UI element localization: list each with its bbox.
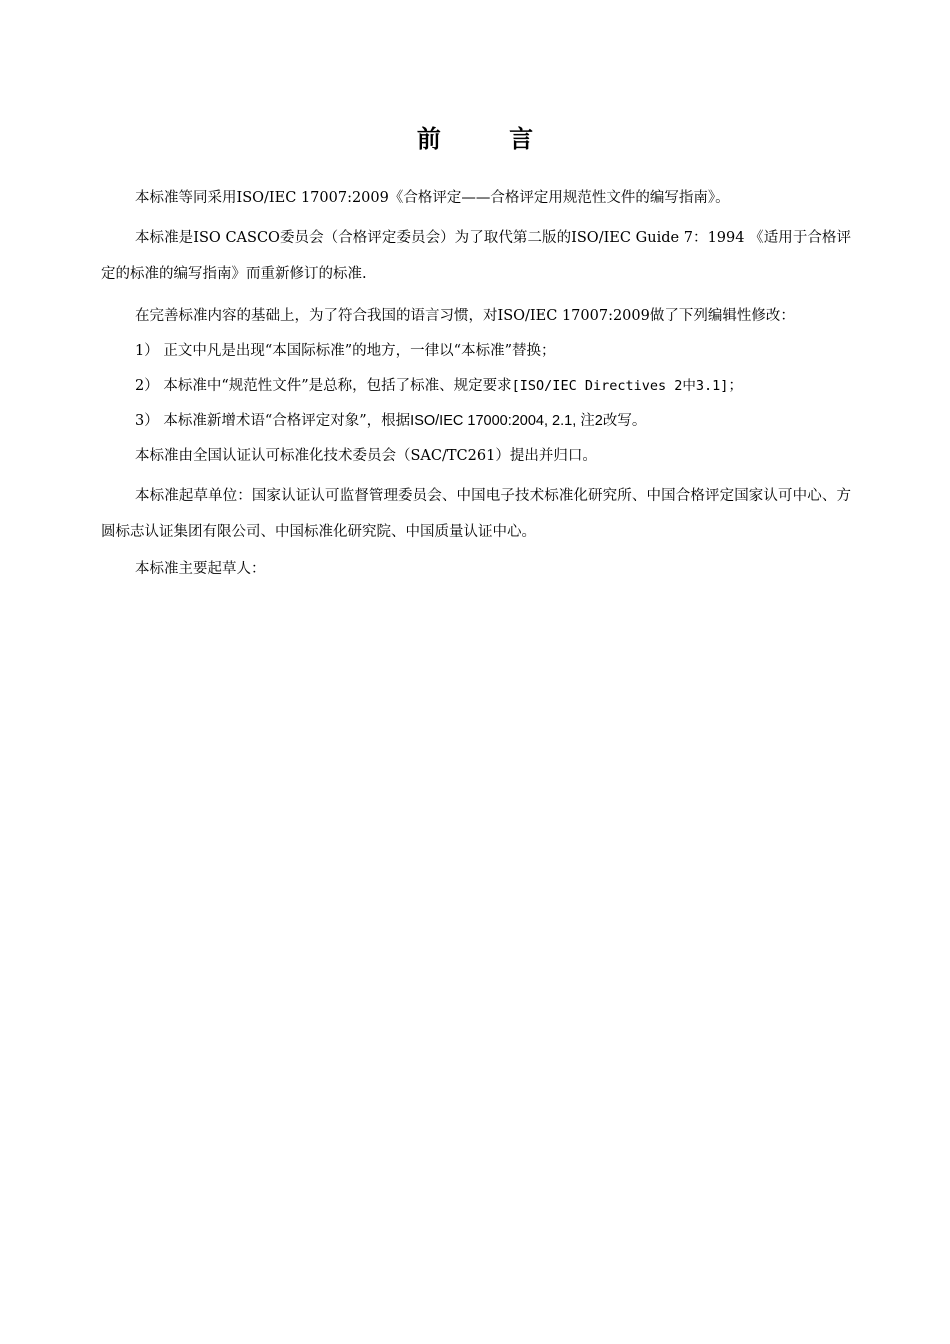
paragraph-drafting-units: 本标准起草单位：国家认证认可监督管理委员会、中国电子技术标准化研究所、中国合格评定国家认可中心、方圆标志认证集团有限公司、中国标准化研究院、中国质量认证中心。 (101, 488, 851, 540)
list-item-2-end: ； (728, 378, 743, 394)
list-item-3-reference: ISO/IEC 17000:2004, 2.1, 注2 (410, 413, 603, 429)
list-item-2 (101, 373, 851, 400)
list-item-3-text: 3） 本标准新增术语“合格评定对象”，根据 (135, 413, 411, 429)
paragraph-edits-intro: 在完善标准内容的基础上，为了符合我国的语言习惯，对ISO/IEC 17007:2009做了下列编辑性修改： (135, 308, 795, 324)
list-item-3 (101, 408, 851, 435)
paragraph-revision: 本标准是ISO CASCO委员会（合格评定委员会）为了取代第二版的ISO/IEC Guide 7：1994 《适用于合格评定的标准的编写指南》而重新修订的标准. (101, 230, 851, 282)
paragraph-proposer: 本标准由全国认证认可标准化技术委员会（SAC/TC261）提出并归口。 (135, 448, 597, 464)
page-title: 前 言 (416, 125, 564, 153)
paragraph-drafters: 本标准主要起草人： (135, 561, 266, 577)
paragraph-adoption: 本标准等同采用ISO/IEC 17007:2009《合格评定——合格评定用规范性文件的编写指南》。 (135, 190, 730, 206)
document-body (101, 185, 851, 591)
list-item-2-reference: [ISO/IEC Directives 2中3.1] (511, 378, 729, 394)
list-item-3-end: 改写。 (602, 413, 647, 429)
list-item-2-text: 2） 本标准中“规范性文件”是总称，包括了标准、规定要求 (135, 378, 512, 394)
list-item-1: 1） 正文中凡是出现“本国际标准”的地方，一律以“本标准”替换； (135, 343, 556, 359)
